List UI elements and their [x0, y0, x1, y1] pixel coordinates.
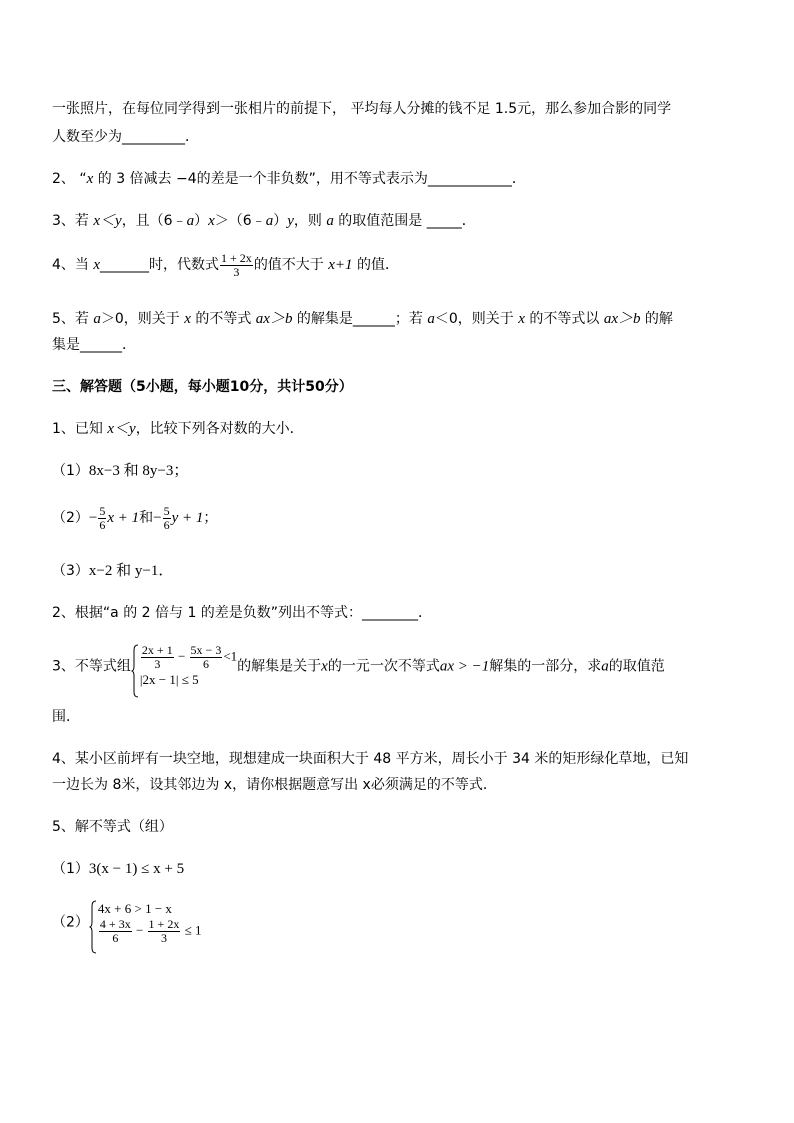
q2-prefix: 2、 “ — [52, 171, 87, 187]
p5-1-label: （1） — [52, 861, 89, 877]
q2-var-x: x — [86, 171, 94, 187]
q4-end: 的值． — [352, 257, 399, 273]
p5-2-row-1: 4x + 6 > 1 − x — [97, 901, 172, 916]
fill-q2 — [52, 170, 526, 188]
q3-then: ，则 — [293, 213, 327, 229]
p5-1-expr: 3(x − 1) ≤ x + 5 — [88, 861, 185, 877]
q4-mid: 的值不大于 — [253, 257, 329, 273]
fill-q3 — [52, 212, 476, 230]
p3-mid2: 的一元一次不等式 — [327, 658, 440, 675]
fill-q5-line1 — [52, 310, 673, 328]
p5-2-tail: ≤ 1 — [184, 922, 202, 938]
q5-e: ＜0，则关于 — [434, 311, 519, 327]
p3-system — [131, 644, 237, 689]
q4-x: x — [93, 257, 101, 273]
p5-2-frac1-den: 6 — [112, 931, 119, 945]
p3-ineq: ax > −1 — [439, 658, 490, 675]
problem-5: 5、解不等式（组） — [52, 819, 173, 835]
p5-2-frac2-den: 3 — [160, 931, 167, 945]
q4-blank: _______时，代数式 — [100, 257, 220, 273]
p1-2-frac1-num: 5 — [99, 503, 106, 518]
q3-mid2: ） — [194, 213, 209, 229]
q5-f: 的不等式以 — [524, 311, 604, 327]
q4-fraction-den: 3 — [233, 264, 240, 279]
p5-2-brace-icon — [89, 900, 97, 954]
p3-frac1-num: 2x + 1 — [141, 643, 173, 657]
p1-2-and: 和 — [139, 510, 154, 526]
q4-fraction — [220, 252, 253, 279]
fill-q5-line2: 集是______． — [52, 337, 136, 353]
p3-brace-icon — [131, 644, 139, 698]
p1-2-frac2-num: 5 — [163, 503, 170, 518]
q5-b: ＞0，则关于 — [100, 311, 185, 327]
q5-a: 5、若 — [52, 311, 94, 327]
p1-2-minus2: − — [153, 510, 162, 526]
p3-frac1-den: 3 — [154, 657, 161, 671]
q4-prefix: 4、当 — [52, 257, 94, 273]
p3-x: x — [321, 658, 328, 675]
problem-3-line2: 围． — [52, 709, 80, 725]
p5-2-label: （2） — [52, 914, 89, 931]
p1-cond: x＜y — [107, 421, 136, 437]
problem-2: 2、根据“a 的 2 倍与 1 的差是负数”列出不等式：________． — [52, 605, 433, 621]
p5-2-frac2-num: 1 + 2x — [148, 917, 180, 931]
problem-1-part-2 — [52, 502, 217, 534]
q3-a2: a — [265, 213, 274, 229]
p1-3-expr: x−2 和 y−1． — [88, 563, 174, 579]
p3-frac1 — [141, 644, 174, 671]
q3-gt: ＞（6﹣ — [214, 213, 266, 229]
fill-q1-line2: 人数至少为_________． — [52, 129, 199, 145]
q5-var-a2: a — [427, 311, 435, 327]
q3-prefix: 3、若 — [52, 213, 94, 229]
p1-3-label: （3） — [52, 563, 89, 579]
fill-q1-line1: 一张照片，在每位同学得到一张相片的前提下， 平均每人分摊的钱不足 1.5元，那么参加合影的同学 — [52, 101, 672, 117]
p5-2-frac1-num: 4 + 3x — [99, 917, 131, 931]
p1-2-expr-a: x + 1 — [107, 510, 140, 526]
p3-prefix: 3、不等式组 — [52, 658, 131, 675]
problem-5-part-2 — [52, 900, 201, 945]
q4-expr: x+1 — [328, 257, 353, 273]
p1-1-expr: 8x−3 和 8y−3； — [88, 463, 189, 479]
q5-c: 的不等式 — [190, 311, 256, 327]
q2-rest: 的 3 倍减去 −4的差是一个非负数”，用不等式表示为____________． — [93, 171, 526, 187]
p3-frac2 — [190, 644, 223, 671]
q5-d: 的解集是______；若 — [292, 311, 428, 327]
q3-mid3: ） — [273, 213, 288, 229]
q3-cond: x＜y — [93, 213, 122, 229]
q4-fraction-num: 1 + 2x — [221, 250, 252, 265]
problem-1 — [52, 420, 304, 438]
p1-1-label: （1） — [52, 463, 89, 479]
fill-q4 — [52, 250, 399, 280]
p1-2-frac2 — [163, 505, 171, 532]
q3-mid: ，且（6﹣ — [121, 213, 187, 229]
q5-var-a1: a — [93, 311, 101, 327]
p3-frac2-den: 6 — [202, 657, 209, 671]
p3-mid3: 解集的一部分，求 — [489, 658, 602, 675]
p1-2-label: （2） — [52, 510, 89, 526]
q5-ineq2: ax＞b — [603, 311, 641, 327]
p1-2-end: ； — [203, 510, 218, 526]
problem-4-line2: 一边长为 8米，设其邻边为 x，请你根据题意写出 x必须满足的不等式． — [52, 777, 497, 793]
q5-var-x1: x — [184, 311, 191, 327]
p1-2-minus1: − — [88, 510, 98, 526]
q3-a1: a — [186, 213, 195, 229]
p1-2-expr-b: y + 1 — [171, 510, 204, 526]
p3-row-1: $\frac{2x + 1}{3}$ − $\frac{5x - 3}{6}$ <1 — [141, 643, 238, 671]
q5-g: 的解 — [640, 311, 673, 327]
problem-1-part-1 — [52, 462, 188, 480]
q3-y: y — [287, 213, 294, 229]
p3-row1-tail: <1 — [223, 648, 238, 664]
problem-1-part-3 — [52, 562, 173, 580]
problem-3 — [52, 644, 665, 689]
p1-rest: ，比较下列各对数的大小． — [135, 421, 304, 437]
q5-ineq1: ax＞b — [255, 311, 293, 327]
q3-x: x — [208, 213, 215, 229]
problem-5-part-1 — [52, 860, 184, 878]
p5-2-frac1 — [99, 918, 132, 945]
p3-end: 的取值范 — [608, 658, 665, 675]
p3-row-2: |2x − 1| ≤ 5 — [139, 672, 199, 687]
p3-mid: 的解集是关于 — [237, 658, 322, 675]
p5-2-system — [89, 900, 202, 945]
p1-2-frac1-den: 6 — [99, 517, 106, 532]
q5-var-x2: x — [518, 311, 525, 327]
p1-prefix: 1、已知 — [52, 421, 108, 437]
p3-frac2-num: 5x − 3 — [190, 643, 222, 657]
q3-end: 的取值范围是 _____． — [333, 213, 476, 229]
p1-2-frac2-den: 6 — [163, 517, 170, 532]
problem-4-line1: 4、某小区前坪有一块空地，现想建成一块面积大于 48 平方米，周长小于 34 米的矩形绿化草地，已知 — [52, 751, 689, 767]
section-heading: 三、解答题（5小题，每小题10分，共计50分） — [52, 379, 353, 395]
p5-2-frac2 — [148, 918, 181, 945]
p5-2-row-2: $\frac{4 + 3x}{6}$ − $\frac{1 + 2x}{3}$ ≤ 1 — [99, 917, 202, 945]
p1-2-frac1 — [98, 505, 106, 532]
q3-a3: a — [326, 213, 334, 229]
p3-a: a — [601, 658, 609, 675]
